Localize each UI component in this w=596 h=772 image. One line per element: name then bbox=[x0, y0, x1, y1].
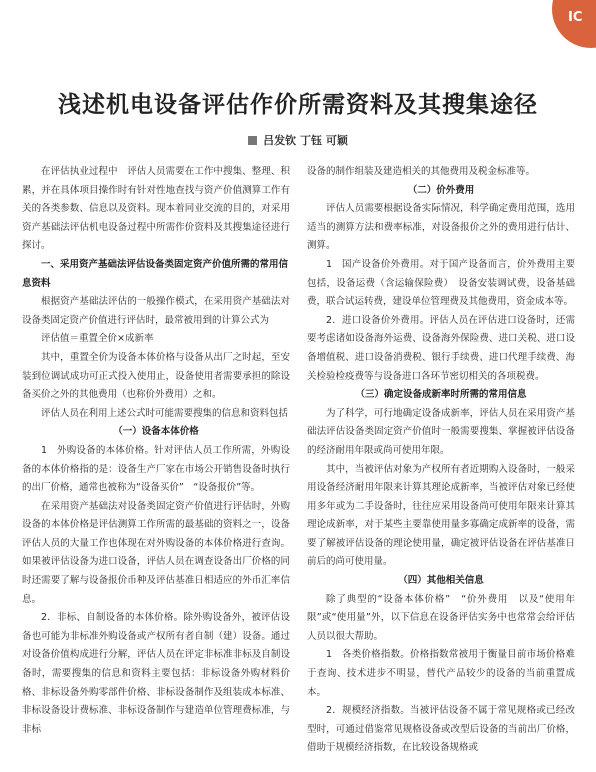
paragraph: 根据资产基础法评估的一般操作模式，在采用资产基础法对设备类固定资产价值进行评估时，最常被用到的计算公式为 bbox=[22, 296, 290, 326]
section-heading: （二）价外费用 bbox=[407, 184, 475, 196]
paragraph: 2．非标、自制设备的本体价格。除外购设备外，被评估设备也可能为非标准外购设备或产权所有者自制（建）设备。通过对设备价值构成进行分解，评估人员在评定非标准非标及自制设备时，需要搜集的信息和资料主要包括：非标设备外购材料价格、非标设备外购零部件价格、非标设备制作及组装成本标准、非标设备设计费标准、非标设备制作与建造单位管理费标准，与非标 bbox=[22, 612, 290, 735]
paragraph: 2．规模经济指数。当被评估设备不属于常见规格或已经改型时，可通过借鉴常见规格设备或改型后设备的当前出厂价格，借助于规模经济指数，在比较设备规格或 bbox=[307, 705, 575, 754]
paragraph: 评估人员在利用上述公式时可能需要搜集的信息和资料包括 bbox=[41, 407, 289, 419]
paragraph: 在评估执业过程中 评估人员需要在工作中搜集、整理、积累，并在具体项目操作时有针对性地查找与资产价值测算工作有关的各类参数、信息以及资料。现本着同业交流的目的，对采用资产基础法评估机电设备过程中所需作价资料及其搜集途径进行探讨。 bbox=[22, 166, 290, 252]
paragraph: 在采用资产基础法对设备类固定资产价值进行评估时，外购设备的本体价格是评估测算工作所需的最基础的资料之一，设备评估人员的大量工作也体现在对外购设备的本体价格进行查询。如果被评估设备为进口设备，评估人员在调查设备出厂价格的同时还需要了解与设备报价币种及评估基准日相适应的外币汇率信息。 bbox=[22, 500, 290, 605]
paragraph: 2．进口设备价外费用。评估人员在评估进口设备时，还需要考虑诸如设备海外运费、设备海外保险费、进口关税、进口设备增值税、进口设备消费税、银行手续费、进口代理手续费、海关检验检疫费等与设备进口各环节密切相关的各项税费。 bbox=[307, 314, 575, 382]
paragraph: 1 各类价格指数。价格指数常被用于衡量目前市场价格难于查询、技术进步不明显，替代产品较少的设备的当前重置成本。 bbox=[307, 649, 575, 698]
section-heading: （三）确定设备成新率时所需的常用信息 bbox=[355, 389, 527, 401]
right-column bbox=[307, 163, 575, 758]
section-heading: （四）其他相关信息 bbox=[398, 575, 484, 587]
paragraph: 设备的制作组装及建造相关的其他费用及税金标准等。 bbox=[307, 166, 536, 177]
paragraph: 除了典型的“设备本体价格” “价外费用 以及“使用年限”或“使用量”外，以下信息在设备评估实务中也常常会给评估人员以很大帮助。 bbox=[307, 593, 575, 642]
author-marker-icon bbox=[248, 136, 257, 145]
author-line bbox=[0, 132, 596, 148]
article-title: 浅述机电设备评估作价所需资料及其搜集途径 bbox=[58, 91, 538, 118]
paragraph: 1 外购设备的本体价格。针对评估人员工作所需，外购设备的本体价格指的是：设备生产厂家在市场公开销售设备时执行的出厂价格，通常也被称为“设备买价” “设备报价”等。 bbox=[22, 444, 290, 494]
paragraph: 1 国产设备价外费用。对于国产设备而言，价外费用主要包括，设备运费（含运输保险费） 设备安装调试费，设备基础费，联合试运转费，建设单位管理费及其他费用，资金成本等。 bbox=[307, 258, 575, 308]
paragraph: 其中，重置全价为设备本体价格与设备从出厂之时起，至安装到位调试成功可正式投入使用止，设备使用者需要承担的除设备买价之外的其他费用（也称价外费用）之和。 bbox=[22, 351, 290, 401]
paragraph: 为了科学，可行地确定设备成新率，评估人员在采用资产基础法评估设备类固定资产价值时一般需要搜集、掌握被评估设备的经济耐用年限或尚可使用年限。 bbox=[307, 407, 575, 456]
section-heading: （一）设备本体价格 bbox=[113, 426, 199, 438]
authors-text: 吕发钦 丁钰 可颖 bbox=[263, 134, 348, 147]
section-heading: 一、采用资产基础法评估设备类固定资产价值所需的常用信息资料 bbox=[22, 258, 289, 289]
left-column bbox=[22, 163, 290, 739]
corner-badge: IC bbox=[552, 0, 596, 48]
paragraph: 其中，当被评估对象为产权所有者近期购入设备时，一般采用设备经济耐用年限来计算其理论成新率，当被评估对象已经使用多年或为二手设备时，往往应采用设备尚可使用年限来计算其理论成新率，对于某些主要靠使用量多寡确定成新率的设备，需要了解被评估设备的理论使用量，确定被评估设备在评估基准日前后的尚可使用量。 bbox=[307, 463, 575, 568]
paragraph: 评估值＝重置全价×成新率 bbox=[41, 333, 154, 345]
paragraph: 评估人员需要根据设备实际情况，科学确定费用范围，选用适当的测算方法和费率标准，对设备报价之外的费用进行估计、测算。 bbox=[307, 203, 575, 252]
